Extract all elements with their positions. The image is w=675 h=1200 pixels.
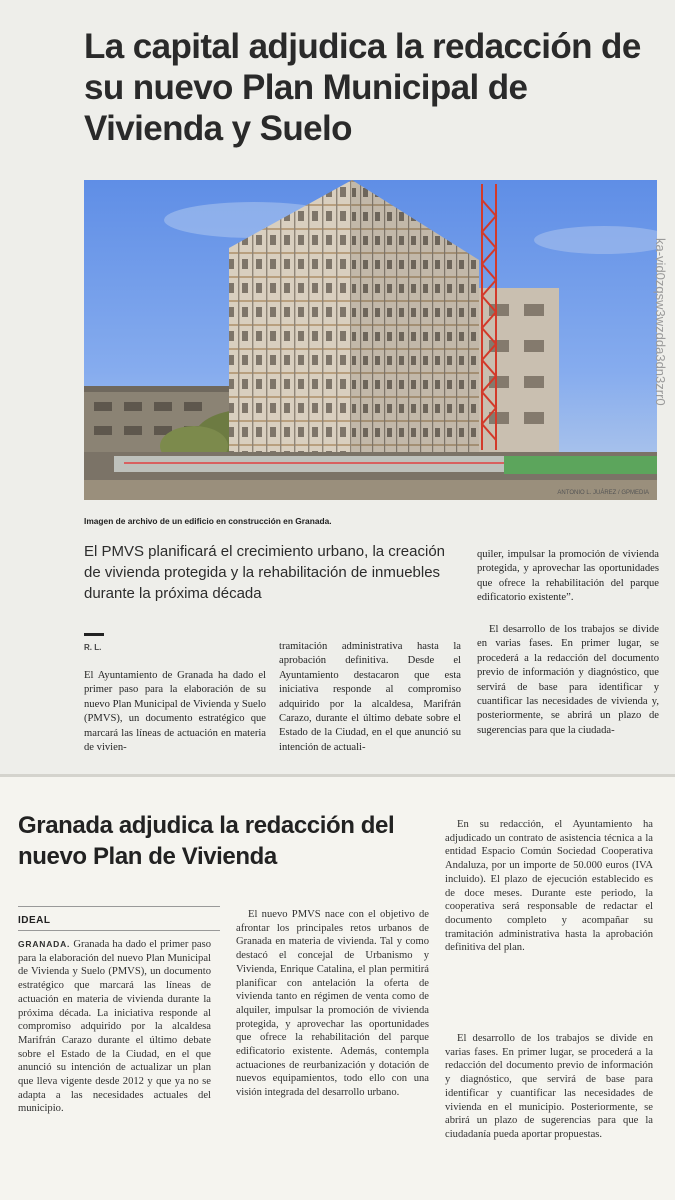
headline: La capital adjudica la redacción de su nuevo Plan Municipal de Vivienda y Suelo: [84, 27, 641, 148]
subheadline: El PMVS planificará el crecimiento urbano, la creación de vivienda protegida y la rehabilitación de inmuebles durante la próxima década: [84, 543, 446, 602]
column-1: [18, 938, 211, 1116]
photo-credit: ANTONIO L. JUÁREZ / GPMEDIA: [557, 490, 649, 496]
column-3-bottom: El desarrollo de los trabajos se divide en varias fases. En primer lugar, se procederá a la redacción del documento previo de información y diagnóstico, que servirá de base para identificar y cuantificar las necesidades de vivienda y, posteriormente, se abrirá un plazo de sugerencias para que la ciudada-: [477, 624, 659, 736]
column-3-top: En su redacción, el Ayuntamiento ha adjudicado un contrato de asistencia técnica a la entidad Espacio Común Sociedad Cooperativa Andaluza, por un importe de 50.000 euros (IVA incluido). El plazo de ejecución establecido es de doce meses. Durante este periodo, la cooperativa será responsable de redactar el documento completo y acompañar su tramitación administrativa hasta la aprobación definitiva del plan.: [445, 819, 653, 954]
dateline: GRANADA.: [18, 939, 71, 949]
column-1: El Ayuntamiento de Granada ha dado el primer paso para la elaboración de su nuevo Plan Municipal de Vivienda y Suelo (PMVS), un documento estratégico que marcará las líneas de actuación en materia de vivien-: [84, 670, 266, 754]
column-3-bottom: El desarrollo de los trabajos se divide en varias fases. En primer lugar, se procederá a la redacción del documento previo de información y diagnóstico, que servirá de base para identificar y cuantificar las necesidades de vivienda en el municipio. Posteriormente, se abrirá un plazo de sugerencias para que la ciudadanía pueda aportar propuestas.: [445, 1033, 653, 1140]
byline-rule: [84, 633, 104, 636]
headline: Granada adjudica la redacción del nuevo Plan de Vivienda: [18, 812, 395, 870]
column-2: tramitación administrativa hasta la aprobación definitiva. Desde el Ayuntamiento destacaron que esta iniciativa responde al compromiso adquirido por la alcaldesa, Marifrán Carazo, durante el último debate sobre el Estado de la Ciudad, en el que anunció su intención de actuali-: [279, 641, 461, 753]
building-under-construction-image: [84, 180, 657, 500]
byline-rule-bottom: [18, 930, 220, 931]
photo-caption: Imagen de archivo de un edificio en construcción en Granada.: [84, 516, 332, 526]
construction-photo: [84, 180, 657, 500]
vertical-watermark: ka-vid0zqsw3wzdda3dn3zrr0: [653, 238, 668, 406]
column-2: El nuevo PMVS nace con el objetivo de afrontar los principales retos urbanos de Granada en materia de vivienda. Tal y como destacó el concejal de Urbanismo y Vivienda, Enrique Catalina, el plan permitirá planificar con antelación la oferta de vivienda tanto en régimen de venta como de alquiler, impulsar la promoción de vivienda protegida, y aprovechar las oportunidades que ofrece la rehabilitación del parque edificatorio existente. Además, contempla actuaciones de reurbanización y dotación de nuevos equipamientos, todo ello con una visión integrada del desarrollo urbano.: [236, 909, 429, 1099]
clipping-granada-adjudica: [0, 774, 675, 1200]
column-3-top: quiler, impulsar la promoción de vivienda protegida, y aprovechar las oportunidades que ofrece la rehabilitación del parque edificatorio existente”.: [477, 549, 659, 604]
column-1-text: Granada ha dado el primer paso para la elaboración del nuevo Plan Municipal de Vivienda y Suelo (PMVS), un documento estratégico que marcará las líneas de actuación en materia de vivienda durante la próxima década. La iniciativa responde al compromiso adquirido por la alcaldesa Marifrán Carazo durante el último debate sobre el Estado de la Ciudad, en el que anunció su intención de actualizar un plan que lleva vigente desde 2012 y que ya no se adapta a las necesidades actuales del municipio.: [18, 939, 211, 1115]
clipping-divider: [0, 774, 675, 777]
byline: R. L.: [84, 643, 102, 652]
byline-rule-top: [18, 906, 220, 907]
byline: IDEAL: [18, 915, 51, 926]
